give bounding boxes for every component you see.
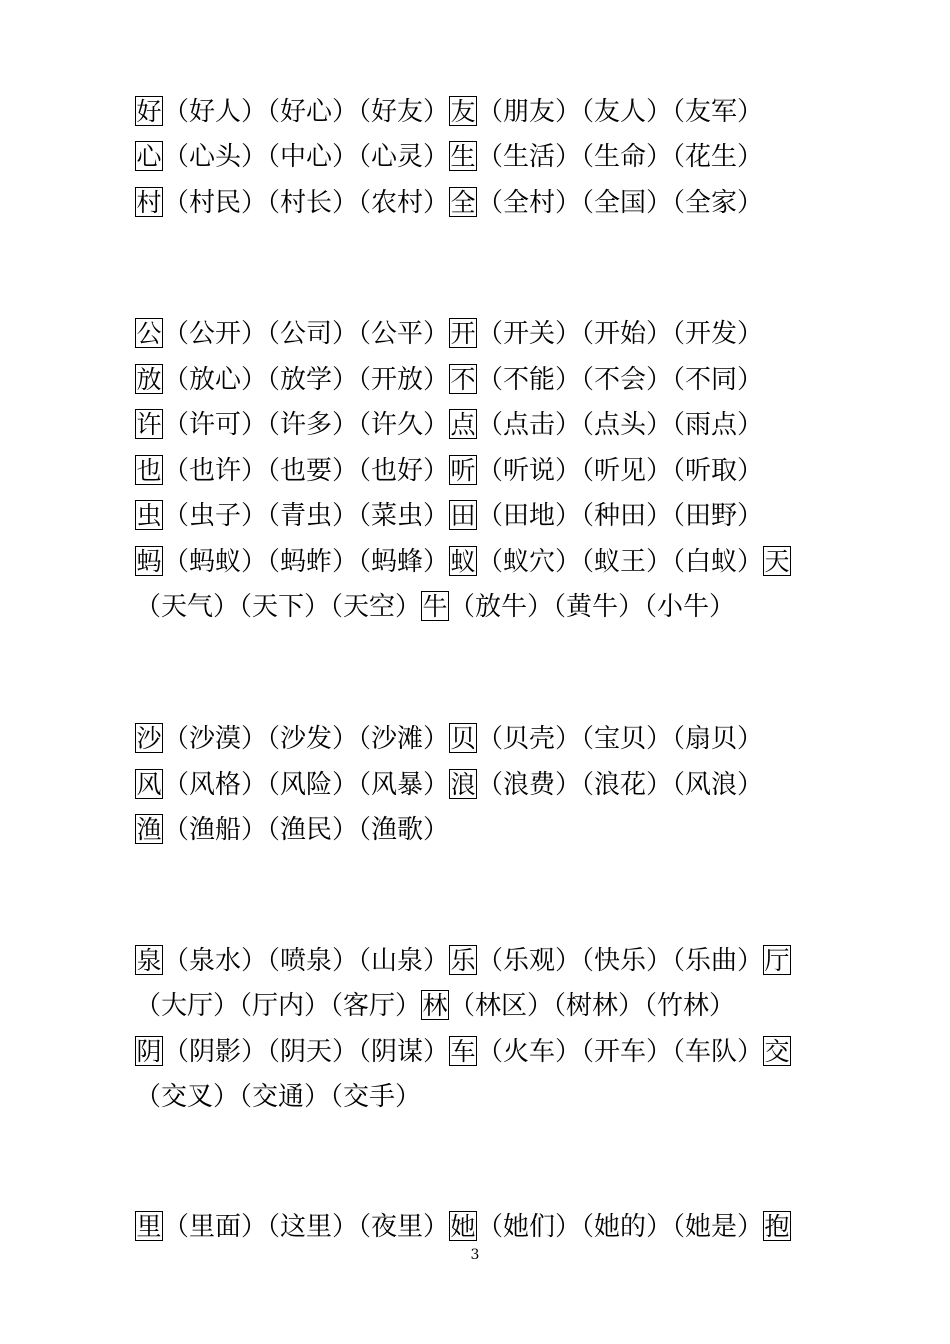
phrase-words: （许可）（许多）（许久） [163, 410, 450, 440]
word-line [135, 810, 825, 850]
phrase-words: （蚁穴）（蚁王）（白蚁） [477, 547, 764, 577]
phrase-words: （沙漠）（沙发）（沙滩） [163, 724, 450, 754]
character-box: 车 [450, 1036, 476, 1066]
character-box: 村 [136, 187, 162, 217]
phrase-words: （她们）（她的）（她是） [477, 1212, 764, 1242]
phrase-words: （好人）（好心）（好友） [163, 97, 450, 127]
phrase-words: （渔船）（渔民）（渔歌） [163, 815, 450, 845]
phrase-words: （火车）（开车）（车队） [477, 1037, 764, 1067]
phrase-words: （天气）（天下）（天空） [135, 592, 422, 622]
phrase-words: （交叉）（交通）（交手） [135, 1082, 422, 1112]
phrase-words: （点击）（点头）（雨点） [477, 410, 764, 440]
character-box: 风 [136, 769, 162, 799]
character-box: 生 [450, 141, 476, 171]
word-line [135, 719, 825, 759]
phrase-words: （听说）（听见）（听取） [477, 456, 764, 486]
character-box: 友 [450, 96, 476, 126]
character-box: 点 [450, 409, 476, 439]
character-box: 交 [764, 1036, 790, 1066]
character-box: 听 [450, 455, 476, 485]
phrase-words: （村民）（村长）（农村） [163, 188, 450, 218]
character-box: 天 [764, 546, 790, 576]
phrase-words: （放心）（放学）（开放） [163, 365, 450, 395]
character-box: 放 [136, 364, 162, 394]
word-line [135, 405, 825, 445]
character-box: 蚂 [136, 546, 162, 576]
character-box: 泉 [136, 945, 162, 975]
phrase-words: （风格）（风险）（风暴） [163, 770, 450, 800]
word-line [135, 137, 825, 177]
word-line [135, 765, 825, 805]
page-number: 3 [470, 1247, 480, 1263]
word-line [135, 587, 825, 627]
word-line [135, 542, 825, 582]
word-line [135, 360, 825, 400]
character-box: 牛 [422, 591, 448, 621]
character-box: 虫 [136, 500, 162, 530]
character-box: 抱 [764, 1211, 790, 1241]
character-box: 开 [450, 318, 476, 348]
character-box: 不 [450, 364, 476, 394]
phrase-words: （公开）（公司）（公平） [163, 319, 450, 349]
phrase-words: （阴影）（阴天）（阴谋） [163, 1037, 450, 1067]
character-box: 田 [450, 500, 476, 530]
word-line [135, 1032, 825, 1072]
word-line [135, 314, 825, 354]
character-box: 沙 [136, 723, 162, 753]
phrase-words: （里面）（这里）（夜里） [163, 1212, 450, 1242]
character-box: 阴 [136, 1036, 162, 1066]
phrase-words: （也许）（也要）（也好） [163, 456, 450, 486]
word-line [135, 1077, 825, 1117]
phrase-words: （林区）（树林）（竹林） [449, 991, 736, 1021]
character-box: 全 [450, 187, 476, 217]
phrase-words: （全村）（全国）（全家） [477, 188, 764, 218]
phrase-words: （泉水）（喷泉）（山泉） [163, 946, 450, 976]
character-box: 好 [136, 96, 162, 126]
phrase-words: （虫子）（青虫）（菜虫） [163, 501, 450, 531]
character-box: 林 [422, 990, 448, 1020]
phrase-words: （朋友）（友人）（友军） [477, 97, 764, 127]
word-line [135, 183, 825, 223]
phrase-words: （开关）（开始）（开发） [477, 319, 764, 349]
character-box: 厅 [764, 945, 790, 975]
phrase-words: （放牛）（黄牛）（小牛） [449, 592, 736, 622]
phrase-words: （蚂蚁）（蚂蚱）（蚂蜂） [163, 547, 450, 577]
phrase-words: （心头）（中心）（心灵） [163, 142, 450, 172]
word-line [135, 451, 825, 491]
phrase-words: （田地）（种田）（田野） [477, 501, 764, 531]
phrase-words: （浪费）（浪花）（风浪） [477, 770, 764, 800]
word-line [135, 941, 825, 981]
word-line [135, 1207, 825, 1247]
phrase-words: （乐观）（快乐）（乐曲） [477, 946, 764, 976]
character-box: 浪 [450, 769, 476, 799]
character-box: 公 [136, 318, 162, 348]
character-box: 她 [450, 1211, 476, 1241]
word-line [135, 92, 825, 132]
character-box: 许 [136, 409, 162, 439]
character-box: 里 [136, 1211, 162, 1241]
phrase-words: （大厅）（厅内）（客厅） [135, 991, 422, 1021]
word-line [135, 496, 825, 536]
character-box: 乐 [450, 945, 476, 975]
character-box: 渔 [136, 814, 162, 844]
phrase-words: （不能）（不会）（不同） [477, 365, 764, 395]
character-box: 蚁 [450, 546, 476, 576]
word-line [135, 986, 825, 1026]
character-box: 心 [136, 141, 162, 171]
character-box: 贝 [450, 723, 476, 753]
character-box: 也 [136, 455, 162, 485]
phrase-words: （贝壳）（宝贝）（扇贝） [477, 724, 764, 754]
phrase-words: （生活）（生命）（花生） [477, 142, 764, 172]
